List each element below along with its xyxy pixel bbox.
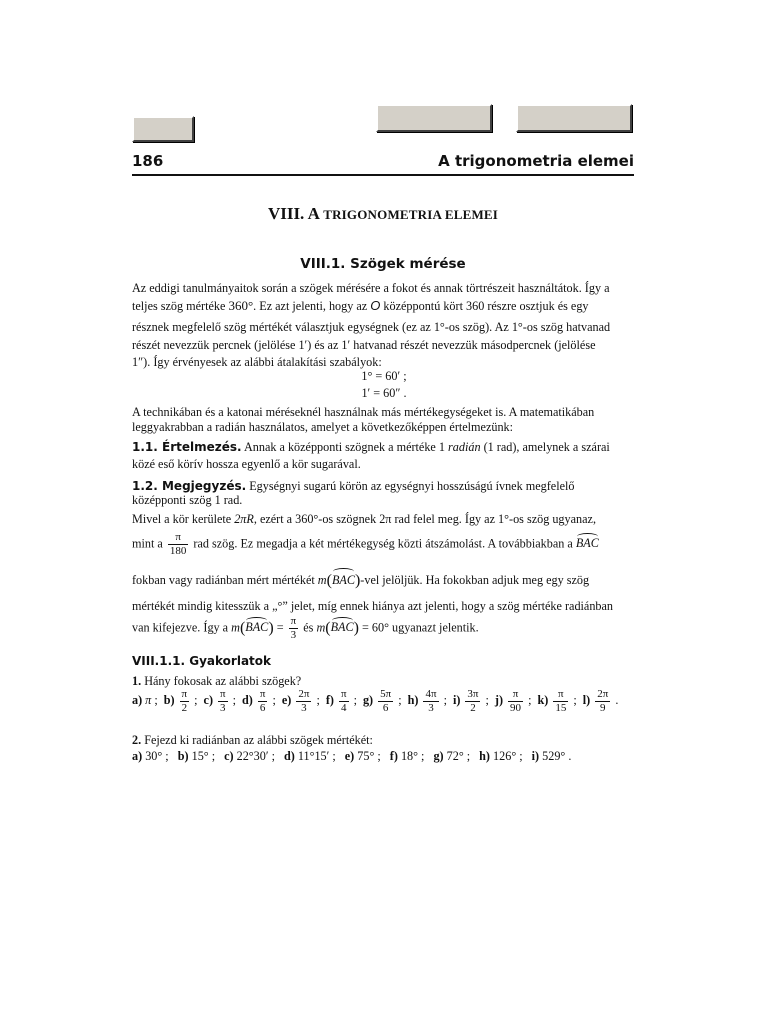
exercise-1-item: e) $\frac{2\pi}{3}$ ; [281, 688, 320, 714]
exercise-2-item: i) 529° . [531, 749, 572, 763]
remark-line-6: mértékét mindig kitesszük a „°” jelet, míg ennek hiánya azt jelenti, hogy a szög mértéke radiánban [132, 599, 614, 613]
page-number: 186 [132, 152, 164, 170]
exercise-2-item: e) 75° ; [344, 749, 381, 763]
definition-line-2: közé eső körív hossza egyenlő a kör sugarával. [132, 457, 361, 471]
exercise-1-item: h) $\frac{4\pi}{3}$ ; [407, 688, 447, 714]
exercise-1-item: g) $\frac{5\pi}{6}$ ; [362, 688, 402, 714]
exercise-2-item: a) 30° ; [132, 749, 169, 763]
exercises-title: VIII.1.1. Gyakorlatok [132, 654, 271, 668]
exercise-2-item: g) 72° ; [433, 749, 471, 763]
exercise-1-item: a) π ; [132, 693, 158, 708]
exercise-2-item: h) 126° ; [479, 749, 523, 763]
remark-line-5: fokban vagy radiánban mért mértékét m(BAC)-vel jelöljük. Ha fokokban adjuk meg egy szög [132, 572, 590, 589]
exercise-2-question: 2. Fejezd ki radiánban az alábbi szögek mértékét: [132, 733, 373, 747]
exercise-1-question: 1. Hány fokosak az alábbi szögek? [132, 674, 302, 688]
exercise-2-item: f) 18° ; [389, 749, 425, 763]
equation-minute: 1′ = 60″ . [361, 386, 407, 400]
remark-line-1: 1.2. Megjegyzés. Egységnyi sugarú körön az egységnyi hosszúságú ívnek megfelelő [132, 479, 575, 493]
remark-line-3: Mivel a kör kerülete 2πR, ezért a 360°-os szögnek 2π rad felel meg. Így az 1°-os szög ugyanaz, [132, 512, 596, 526]
exercise-2-item: c) 22°30′ ; [224, 749, 275, 763]
exercise-2-items [132, 749, 642, 764]
exercise-1-item: c) $\frac{\pi}{3}$ ; [203, 688, 237, 714]
nav-back-button[interactable] [132, 116, 194, 142]
exercise-2-item: b) 15° ; [177, 749, 216, 763]
exercise-1-item: d) $\frac{\pi}{6}$ ; [242, 688, 276, 714]
header-rule [132, 174, 634, 176]
nav-next-button[interactable] [516, 104, 632, 132]
remark-line-2: középponti szög 1 rad. [132, 493, 243, 507]
remark-line-4: mint a $\frac{\pi}{180}$ rad szög. Ez megadja a két mértékegység közti átszámolást. A továbbiakban a BAC [132, 531, 599, 557]
exercise-1-item: b) $\frac{\pi}{2}$ ; [163, 688, 198, 714]
exercise-1-item: f) $\frac{\pi}{4}$ ; [325, 688, 357, 714]
running-title: A trigonometria elemei [438, 152, 634, 170]
intro-line-5: 1″). Így érvényesek az alábbi átalakítási szabályok: [132, 355, 382, 369]
exercise-1-item: j) $\frac{\pi}{90}$ ; [494, 688, 532, 714]
pi-over-180-fraction: $\frac{\pi}{180}$ [169, 531, 187, 557]
exercise-1-item: l) $\frac{2\pi}{9}$ . [582, 688, 619, 714]
definition-line-1: 1.1. Értelmezés. Annak a középponti szögnek a mértéke 1 radián (1 rad), amelynek a szárai [132, 440, 610, 454]
exercise-1-items [132, 688, 642, 715]
remark-line-7: van kifejezve. Így a m(BAC) = $\frac{\pi}{3}$ és m(BAC) = 60° ugyanazt jelentik. [132, 615, 479, 641]
section-title: VIII.1. Szögek mérése [300, 256, 466, 272]
exercise-2-item: d) 11°15′ ; [283, 749, 336, 763]
equation-degree: 1° = 60′ ; [361, 369, 407, 383]
nav-prev-button[interactable] [376, 104, 492, 132]
exercise-1-item: i) $\frac{3\pi}{2}$ ; [452, 688, 489, 714]
para2-line-1: A technikában és a katonai méréseknél használnak más mértékegységeket is. A matematikában [132, 405, 595, 419]
intro-line-1: Az eddigi tanulmányaitok során a szögek mérésére a fokot és annak törtrészeit használtátok. Így a [132, 281, 610, 295]
para2-line-2: leggyakrabban a radián használatos, amelyet a következőképpen értelmezünk: [132, 420, 514, 434]
intro-line-4: részét nevezzük percnek (jelölése 1′) és az 1′ hatvanad részét nevezzük másodpercnek (jelölése [132, 338, 596, 352]
intro-line-2: teljes szög mértéke 360°. Ez azt jelenti, hogy az O középpontú kört 360 részre osztjuk és egy [132, 298, 589, 313]
exercise-1-item: k) $\frac{\pi}{15}$ ; [537, 688, 577, 714]
chapter-title: VIII. A TRIGONOMETRIA ELEMEI [267, 204, 499, 223]
intro-line-3: résznek megfelelő szög mértékét választjuk egységnek (ez az 1°-os szög). Az 1°-os szög hatvanad [132, 320, 611, 334]
running-header [132, 152, 634, 174]
